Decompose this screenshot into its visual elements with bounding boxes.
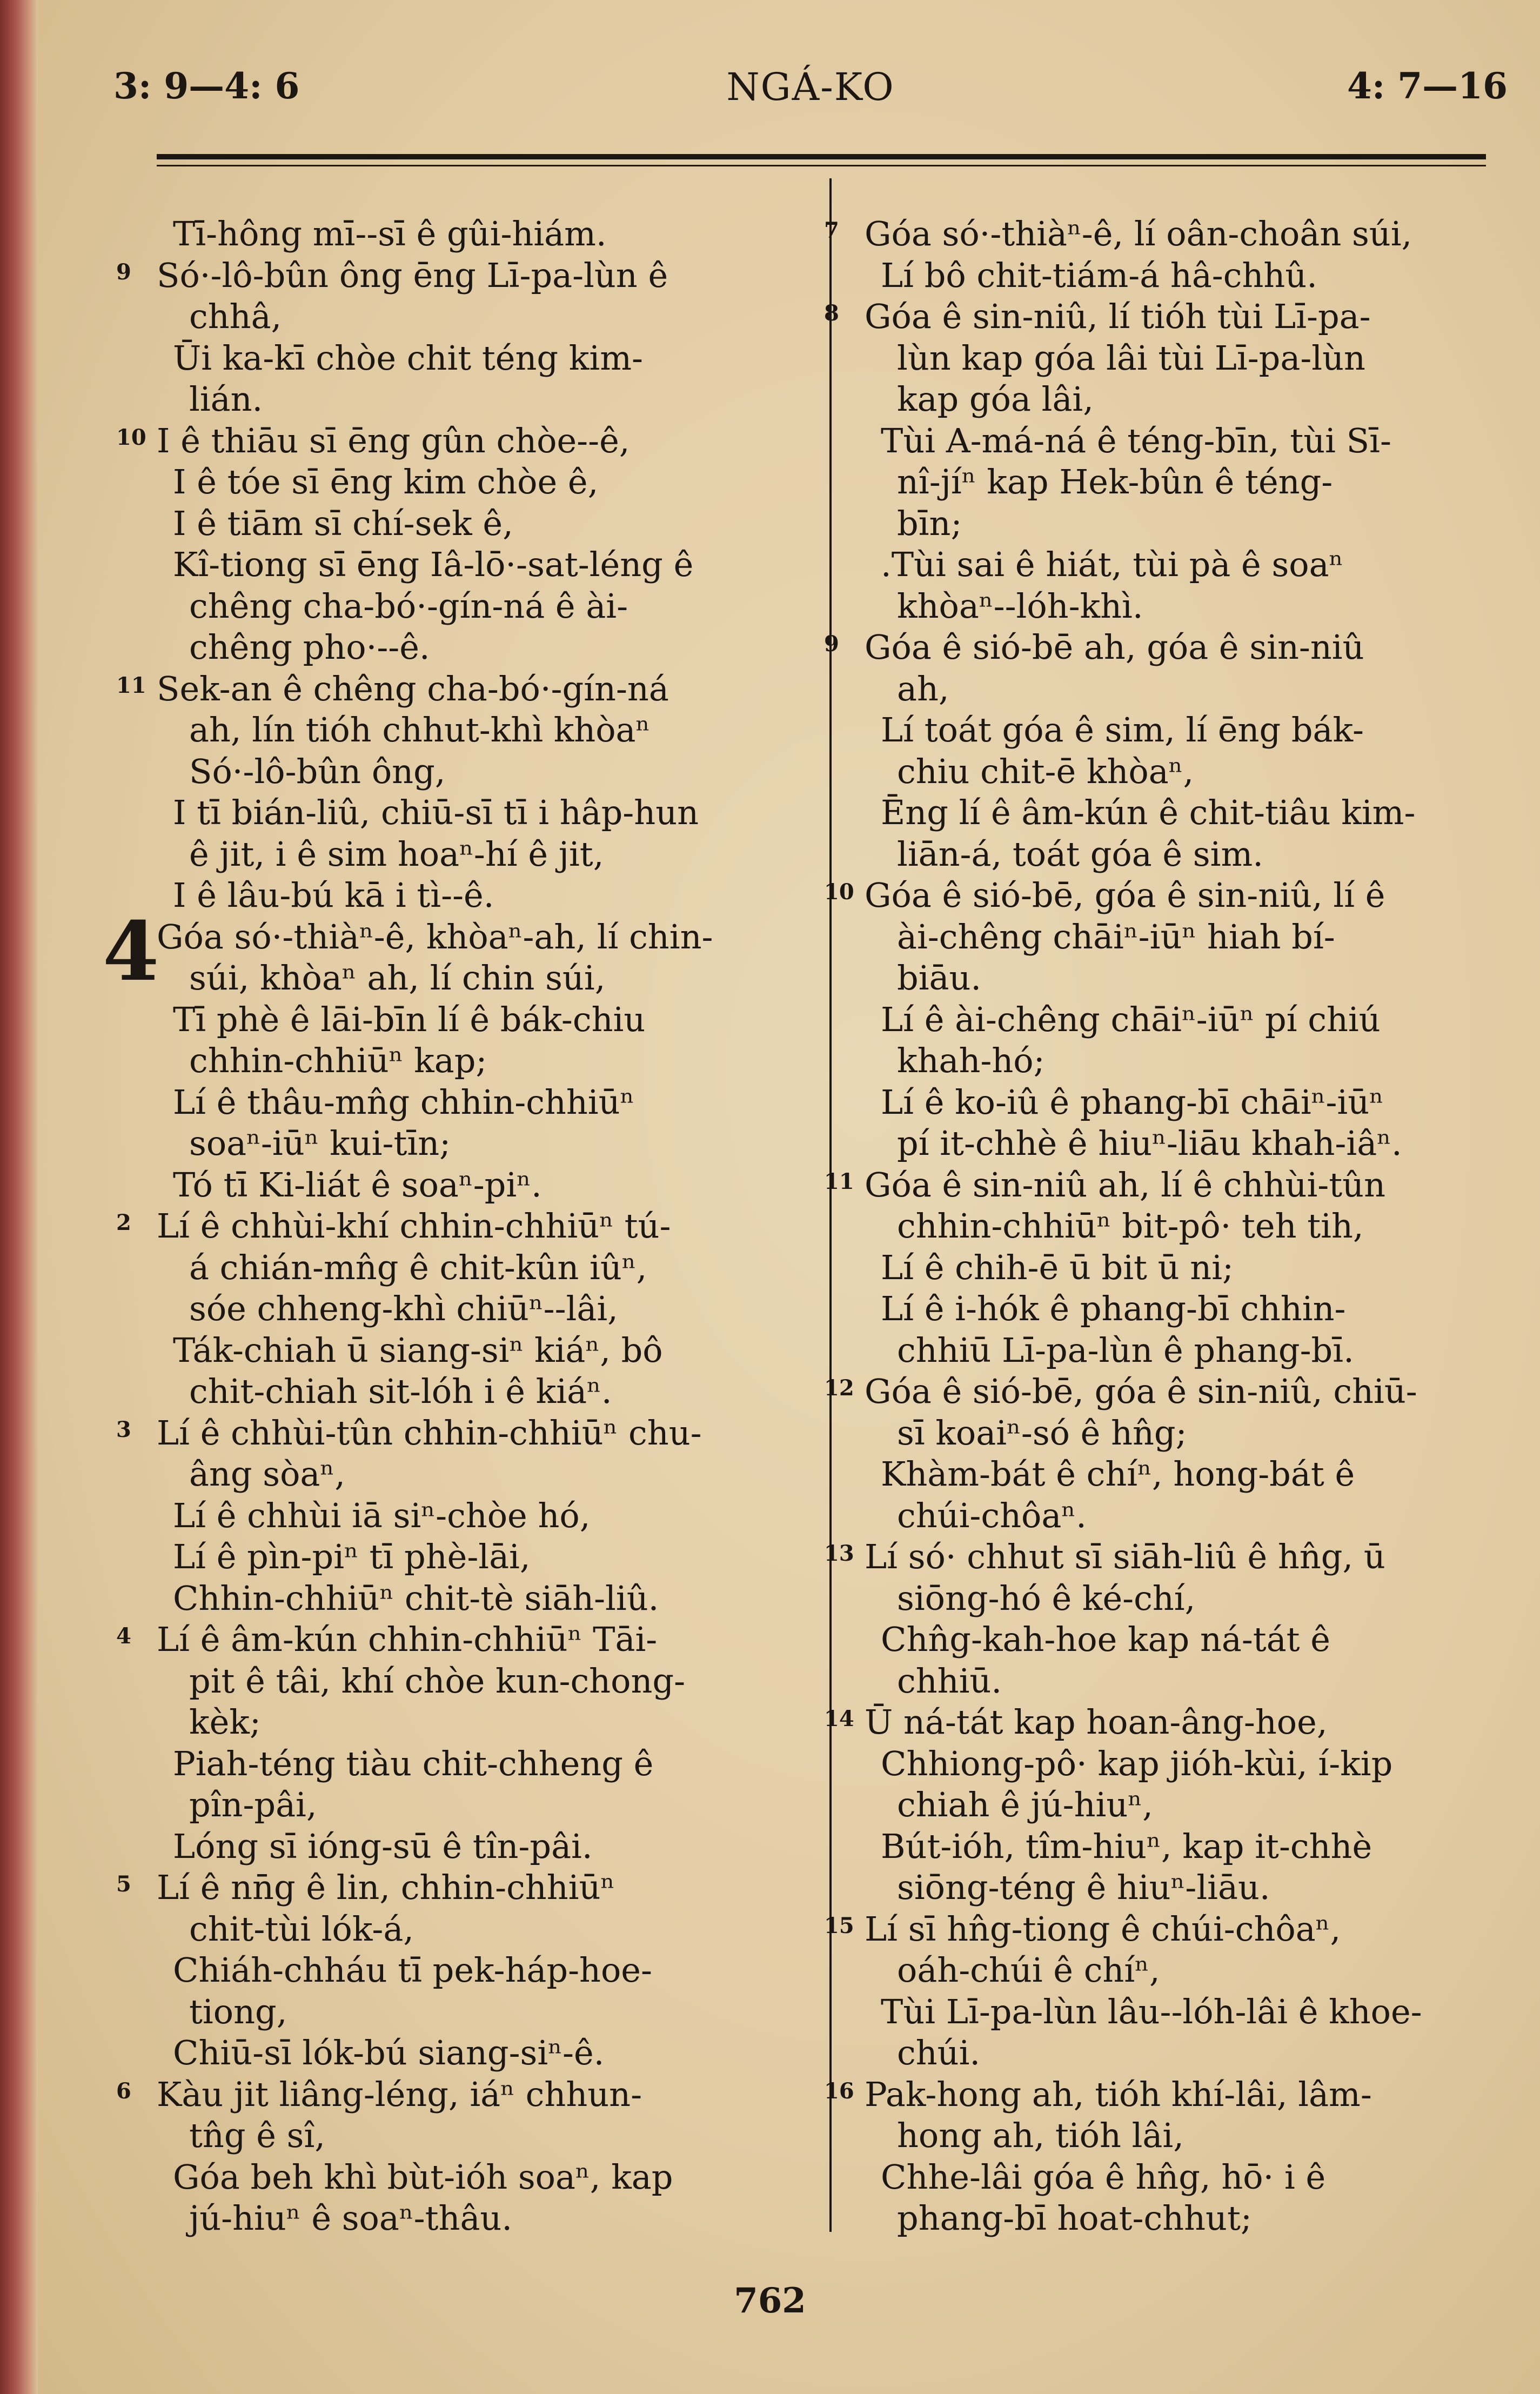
verse-line [157,958,811,999]
line-text: kèk; [189,1702,261,1742]
verse-line [865,668,1521,710]
line-text: chhâ, [189,297,282,336]
verse-line [824,1371,1521,1413]
line-text: chúi-chôaⁿ. [897,1495,1087,1535]
line-text: khòaⁿ--lóh-khì. [897,586,1143,626]
verse-line [157,1909,811,1950]
line-text: chêng pho·--ê. [189,627,430,667]
line-text: I ê tóe sī ēng kim chòe ê, [173,462,599,501]
verse-line [824,1702,1521,1743]
header-rule [157,154,1486,159]
line-text: lùn kap góa lâi tùi Lī-pa-lùn [897,338,1365,378]
verse-line [824,213,1521,255]
verse-line [865,1495,1521,1537]
verse-line [824,1909,1521,1950]
line-text: Góa ê sin-niû, lí tióh tùi Lī-pa- [865,297,1371,336]
verse-line [157,1082,811,1124]
line-text: Góa beh khì bùt-ióh soaⁿ, kap [173,2157,673,2197]
verse-line [865,1454,1521,1495]
verse-line [865,338,1521,379]
verse-line [157,1040,811,1082]
verse-line [865,999,1521,1041]
verse-line [865,710,1521,751]
line-text: Khàm-bát ê chíⁿ, hong-bát ê [881,1454,1355,1494]
verse-line [116,420,811,462]
line-text: khah-hó; [897,1041,1045,1080]
line-text: Piah-téng tiàu chit-chheng ê [173,1743,654,1783]
line-text: chhiū Lī-pa-lùn ê phang-bī. [897,1330,1354,1370]
line-text: Só·-lô-bûn ông, [189,751,446,791]
line-text: Lí ê chhùi-khí chhin-chhiūⁿ tú- [157,1206,671,1246]
verse-number: 14 [824,1706,854,1731]
verse-line [865,1206,1521,1247]
verse-line [824,1536,1521,1578]
line-text: chiah ê jú-hiuⁿ, [897,1785,1153,1824]
line-text: Góa só·-thiàⁿ-ê, khòaⁿ-ah, lí chin- [157,917,713,957]
line-text: Chhin-chhiūⁿ chit-tè siāh-liû. [173,1578,659,1618]
verse-line [865,1578,1521,1620]
verse-line [865,1413,1521,1454]
line-text: phang-bī hoat-chhut; [897,2198,1252,2238]
line-text: chit-tùi lók-á, [189,1909,414,1949]
verse-line [157,338,811,379]
line-text: Góa ê sió-bē ah, góa ê sin-niû [865,627,1364,667]
line-text: liān-á, toát góa ê sim. [897,834,1263,874]
header-rule-thin [157,165,1486,166]
line-text: Góa ê sió-bē, góa ê sin-niû, lí ê [865,875,1385,915]
verse-number: 8 [824,300,839,326]
verse-line [157,1661,811,1702]
line-text: Lí ê âm-kún chhin-chhiūⁿ Tāi- [157,1620,658,1659]
line-text: Lí ê chhùi-tûn chhin-chhiūⁿ chu- [157,1413,702,1453]
line-text: Lí ê thâu-mn̂g chhin-chhiūⁿ [173,1082,635,1122]
verse-line [116,1867,811,1909]
line-text: Sek-an ê chêng cha-bó·-gín-ná [157,668,669,708]
verse-line [157,586,811,627]
verse-line [157,1288,811,1330]
verse-number: 12 [824,1375,854,1401]
line-text: ê jit, i ê sim hoaⁿ-hí ê jit, [189,834,604,874]
verse-number: 7 [824,218,839,243]
verse-line [865,792,1521,834]
line-text: Tī-hông mī--sī ê gûi-hiám. [173,214,607,253]
verse-line [865,1661,1521,1702]
line-text: I ê lâu-bú kā i tì--ê. [173,875,494,915]
verse-line [824,1165,1521,1206]
line-text: Tī phè ê lāi-bīn lí ê bák-chiu [173,999,646,1039]
line-text: chiu chit-ē khòaⁿ, [897,751,1194,791]
line-text: Lí ê pìn-piⁿ tī phè-lāi, [173,1537,531,1576]
line-text: Só·-lô-bûn ông ēng Lī-pa-lùn ê [157,255,668,295]
verse-line [865,1040,1521,1082]
verse-line [157,710,811,751]
verse-line [116,255,811,297]
right-text-column [824,213,1521,2239]
line-text: jú-hiuⁿ ê soaⁿ-thâu. [189,2198,513,2238]
line-text: Lí sī hn̂g-tiong ê chúi-chôaⁿ, [865,1909,1341,1949]
verse-line [865,1619,1521,1661]
verse-line [865,2157,1521,2198]
verse-line [157,1991,811,2033]
line-text: Ták-chiah ū siang-siⁿ kiáⁿ, bô [173,1330,663,1370]
verse-line [865,586,1521,627]
line-text: pí it-chhè ê hiuⁿ-liāu khah-iâⁿ. [897,1124,1402,1163]
verse-line [157,2032,811,2074]
line-text: Pak-hong ah, tióh khí-lâi, lâm- [865,2074,1372,2114]
line-text: Tùi Lī-pa-lùn lâu--lóh-lâi ê khoe- [881,1991,1422,2031]
verse-line [865,1247,1521,1289]
verse-line [157,503,811,545]
page-edge [0,0,38,2394]
verse-line [157,462,811,503]
line-text: lián. [189,379,263,419]
header-verse-range-left: 3: 9—4: 6 [113,65,300,107]
line-text: Lí ê chih-ē ū bit ū ni; [881,1247,1234,1287]
line-text: oáh-chúi ê chíⁿ, [897,1950,1160,1990]
verse-line [865,1784,1521,1826]
verse-number: 5 [116,1871,131,1897]
line-text: ah, [897,668,949,708]
line-text: Góa ê sin-niû ah, lí ê chhùi-tûn [865,1165,1385,1205]
verse-line [157,1950,811,1991]
line-text: Lóng sī ióng-sū ê tîn-pâi. [173,1826,593,1866]
verse-line [157,1371,811,1413]
verse-line [157,1247,811,1289]
line-text: Kàu jit liâng-léng, iáⁿ chhun- [157,2074,642,2114]
verse-line [865,1950,1521,1991]
line-text: kap góa lâi, [897,379,1094,419]
line-text: chit-chiah sit-lóh i ê kiáⁿ. [189,1372,612,1411]
verse-line [157,751,811,793]
verse-line [865,834,1521,875]
verse-number: 11 [116,672,146,698]
verse-line [865,1826,1521,1868]
line-text: nî-jíⁿ kap Hek-bûn ê téng- [897,462,1333,501]
verse-line [116,668,811,710]
line-text: hong ah, tióh lâi, [897,2116,1184,2155]
line-text: Kî-tiong sī ēng Iâ-lō·-sat-léng ê [173,545,694,584]
line-text: Chhe-lâi góa ê hn̂g, hō· i ê [881,2157,1326,2197]
line-text: Lí só· chhut sī siāh-liû ê hn̂g, ū [865,1537,1385,1576]
line-text: chhin-chhiūⁿ kap; [189,1041,487,1080]
chapter-number: 4 [103,904,159,999]
verse-line [865,420,1521,462]
verse-line [865,1867,1521,1909]
verse-line [116,1413,811,1454]
line-text: I ê tiām sī chí-sek ê, [173,503,513,543]
verse-line [157,1536,811,1578]
verse-number: 4 [116,1623,131,1649]
verse-line [865,1288,1521,1330]
verse-line [865,1123,1521,1165]
line-text: á chián-mn̂g ê chit-kûn iûⁿ, [189,1247,647,1287]
running-header [113,65,1508,124]
verse-line [157,1495,811,1537]
header-verse-range-right: 4: 7—16 [1347,65,1508,107]
verse-number: 13 [824,1541,854,1566]
verse-line [865,958,1521,999]
line-text: Lí ê i-hók ê phang-bī chhin- [881,1289,1346,1328]
line-text: Tó tī Ki-liát ê soaⁿ-piⁿ. [173,1165,542,1205]
verse-line [157,1743,811,1785]
verse-line [865,751,1521,793]
line-text: Góa ê sió-bē, góa ê sin-niû, chiū- [865,1372,1417,1411]
verse-number: 9 [824,631,839,657]
header-book-title: NGÁ-KO [726,65,895,109]
verse-number: 2 [116,1210,131,1235]
line-text: Bút-ióh, tîm-hiuⁿ, kap it-chhè [881,1826,1372,1866]
left-text-column [103,213,811,2239]
verse-line [157,1330,811,1372]
verse-line [157,296,811,338]
line-text: soaⁿ-iūⁿ kui-tīn; [189,1124,451,1163]
line-text: Lí ê ài-chêng chāiⁿ-iūⁿ pí chiú [881,999,1381,1039]
verse-line [157,792,811,834]
verse-line [865,462,1521,503]
verse-line [157,213,811,255]
line-text: Lí ê nn̄g ê lin, chhin-chhiūⁿ [157,1868,615,1907]
verse-line [865,544,1521,586]
verse-number: 9 [116,259,131,285]
verse-number: 16 [824,2078,854,2104]
verse-number: 15 [824,1912,854,1938]
verse-line [865,917,1521,958]
verse-line [824,296,1521,338]
verse-line [116,1619,811,1661]
verse-line [824,875,1521,917]
verse-line [865,1991,1521,2033]
verse-line [865,1330,1521,1372]
verse-line [824,627,1521,668]
line-text: siōng-hó ê ké-chí, [897,1578,1196,1618]
line-text: ah, lín tióh chhut-khì khòaⁿ [189,710,651,750]
line-text: biāu. [897,958,982,998]
line-text: Ūi ka-kī chòe chit téng kim- [173,338,643,378]
verse-line [116,1206,811,1247]
line-text: sóe chheng-khì chiūⁿ--lâi, [189,1289,618,1328]
verse-line [865,503,1521,545]
verse-line [157,875,811,917]
verse-line [116,2074,811,2116]
line-text: sī koaiⁿ-só ê hn̂g; [897,1413,1187,1453]
verse-line [157,834,811,875]
line-text: Chhiong-pô· kap jióh-kùi, í-kip [881,1743,1393,1783]
verse-line [865,2032,1521,2074]
verse-line [865,255,1521,297]
verse-line [157,999,811,1041]
page-number: 762 [734,2281,806,2321]
line-text: Chiáh-chháu tī pek-háp-hoe- [173,1950,652,1990]
verse-line [865,2198,1521,2239]
verse-line [157,1578,811,1620]
line-text: Chiū-sī lók-bú siang-siⁿ-ê. [173,2033,605,2072]
verse-line [865,2115,1521,2157]
line-text: tiong, [189,1991,287,2031]
verse-line [157,2157,811,2198]
verse-line [157,1702,811,1743]
line-text: chúi. [897,2033,981,2072]
line-text: Ēng lí ê âm-kún ê chit-tiâu kim- [881,793,1416,832]
verse-number: 10 [824,879,854,905]
verse-line [157,2115,811,2157]
line-text: Lí ê ko-iû ê phang-bī chāiⁿ-iūⁿ [881,1082,1384,1122]
verse-number: 3 [116,1416,131,1442]
verse-line [157,627,811,668]
verse-number: 6 [116,2078,131,2104]
line-text: Lí toát góa ê sim, lí ēng bák- [881,710,1364,750]
line-text: Tùi A-má-ná ê téng-bīn, tùi Sī- [881,420,1391,460]
verse-line [157,1123,811,1165]
verse-line [157,1454,811,1495]
verse-line [157,379,811,420]
line-text: Lí ê chhùi iā siⁿ-chòe hó, [173,1495,591,1535]
line-text: Ū ná-tát kap hoan-âng-hoe, [865,1702,1328,1742]
verse-line [157,1784,811,1826]
verse-line [157,544,811,586]
line-text: súi, khòaⁿ ah, lí chin súi, [189,958,606,998]
line-text: .Tùi sai ê hiát, tùi pà ê soaⁿ [881,545,1344,584]
verse-line [824,2074,1521,2116]
line-text: pîn-pâi, [189,1785,317,1824]
line-text: ài-chêng chāiⁿ-iūⁿ hiah bí- [897,917,1335,957]
line-text: chhin-chhiūⁿ bit-pô· teh tih, [897,1206,1364,1246]
line-text: I tī bián-liû, chiū-sī tī i hâp-hun [173,793,699,832]
line-text: chhiū. [897,1661,1002,1701]
verse-line [157,1165,811,1206]
line-text: Chn̂g-kah-hoe kap ná-tát ê [881,1620,1330,1659]
line-text: tn̂g ê sî, [189,2116,325,2155]
verse-number: 10 [116,424,146,450]
line-text: siōng-téng ê hiuⁿ-liāu. [897,1868,1270,1907]
verse-line [865,379,1521,420]
verse-line [157,1826,811,1868]
line-text: Lí bô chit-tiám-á hâ-chhû. [881,255,1317,295]
line-text: bīn; [897,503,962,543]
line-text: âng sòaⁿ, [189,1454,345,1494]
verse-number: 11 [824,1168,854,1194]
line-text: Góa só·-thiàⁿ-ê, lí oân-choân súi, [865,214,1412,253]
line-text: pit ê tâi, khí chòe kun-chong- [189,1661,686,1701]
line-text: chêng cha-bó·-gín-ná ê ài- [189,586,628,626]
verse-line [865,1743,1521,1785]
verse-line [157,2198,811,2239]
verse-line [865,1082,1521,1124]
line-text: I ê thiāu sī ēng gûn chòe--ê, [157,420,630,460]
